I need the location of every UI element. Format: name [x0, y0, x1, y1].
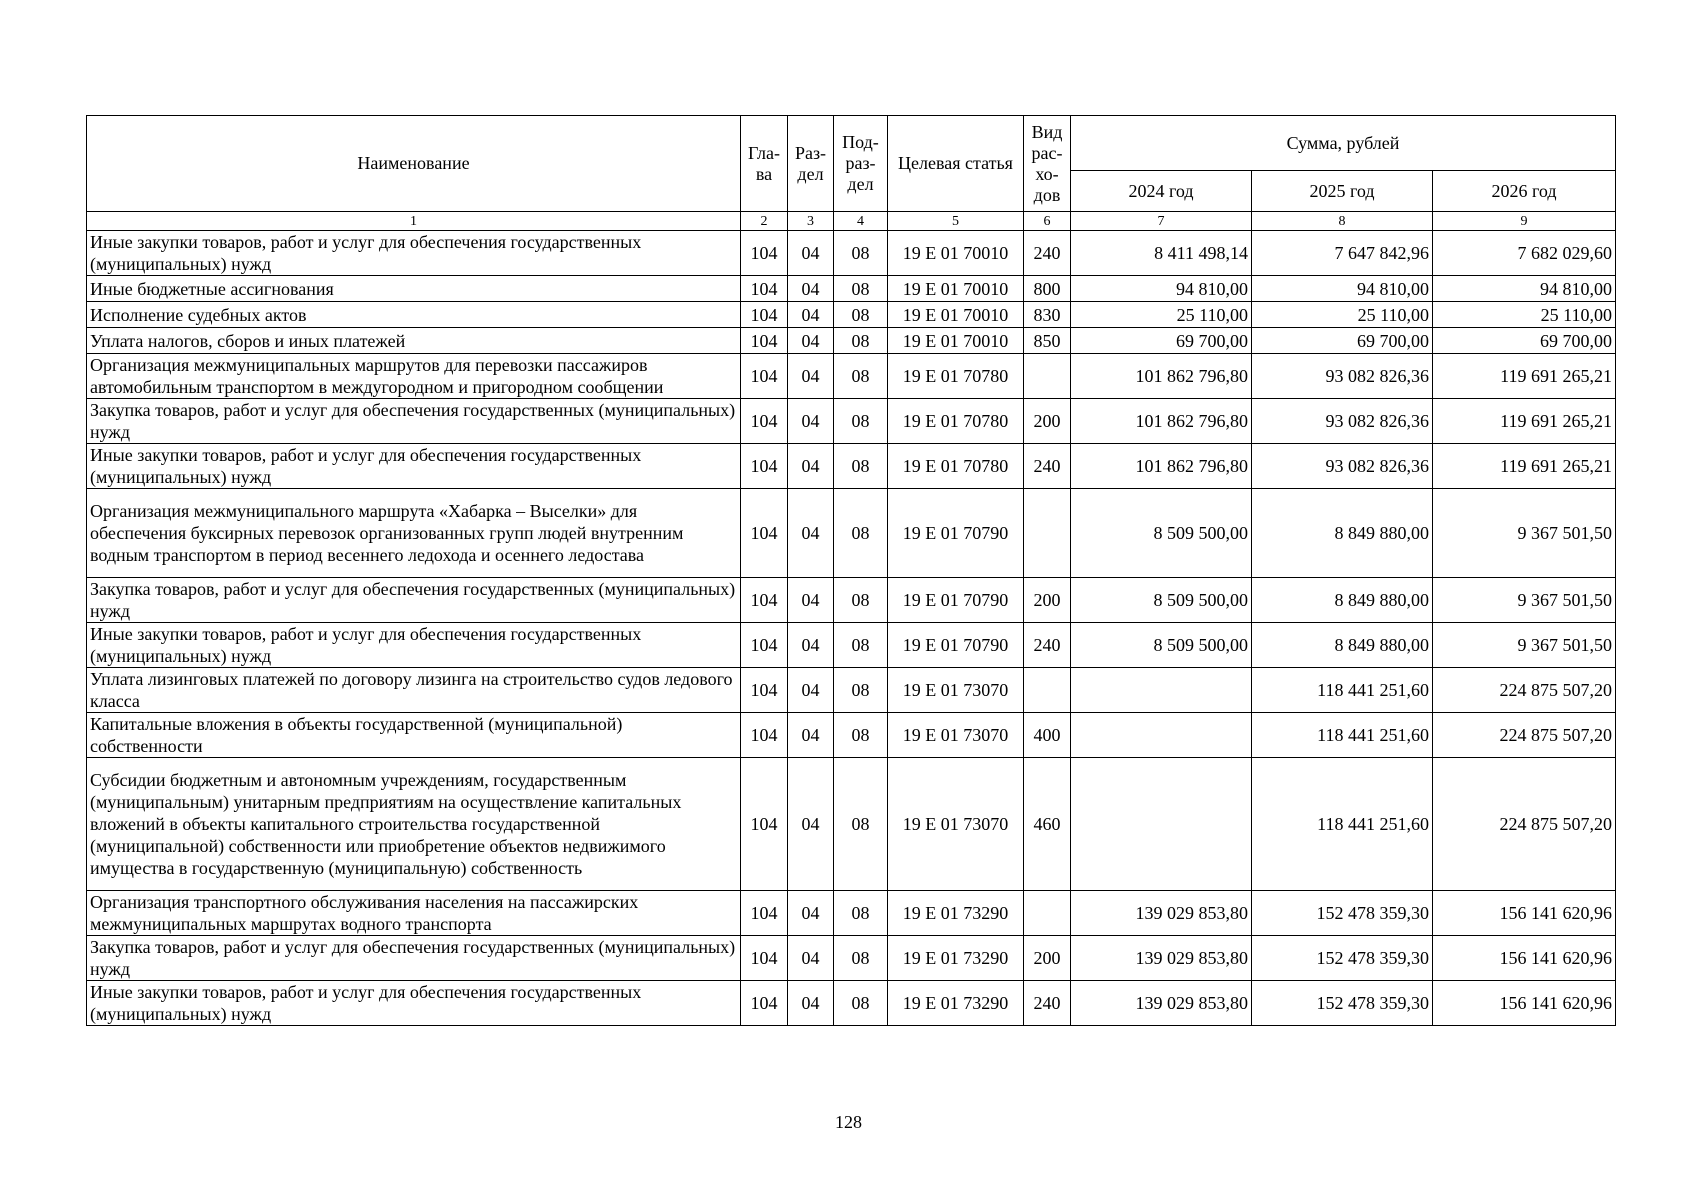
row-name: Иные закупки товаров, работ и услуг для обеспечения государственных (муниципальных) нужд [87, 623, 741, 668]
table-row [87, 758, 1616, 891]
row-podrazdel: 08 [834, 578, 888, 623]
row-sum-2024 [1071, 713, 1252, 758]
row-glava: 104 [741, 489, 788, 578]
row-sum-2025: 152 478 359,30 [1252, 891, 1433, 936]
row-target: 19 Е 01 70780 [888, 354, 1024, 399]
budget-table [86, 115, 1616, 1026]
row-target: 19 Е 01 70010 [888, 328, 1024, 354]
row-sum-2024: 101 862 796,80 [1071, 399, 1252, 444]
row-sum-2026: 94 810,00 [1433, 276, 1616, 302]
header-name: Наименование [87, 116, 741, 212]
row-glava: 104 [741, 444, 788, 489]
row-sum-2024: 25 110,00 [1071, 302, 1252, 328]
header-2026: 2026 год [1433, 171, 1616, 212]
row-target: 19 Е 01 70790 [888, 623, 1024, 668]
row-target: 19 Е 01 70780 [888, 444, 1024, 489]
table-row [87, 444, 1616, 489]
column-number: 3 [788, 212, 834, 231]
row-name: Уплата лизинговых платежей по договору лизинга на строительство судов ледового класса [87, 668, 741, 713]
row-razdel: 04 [788, 713, 834, 758]
row-sum-2026: 119 691 265,21 [1433, 354, 1616, 399]
header-glava: Гла-ва [741, 116, 788, 212]
row-sum-2025: 118 441 251,60 [1252, 668, 1433, 713]
table-row [87, 936, 1616, 981]
column-number: 8 [1252, 212, 1433, 231]
table-row [87, 399, 1616, 444]
row-glava: 104 [741, 399, 788, 444]
table-row [87, 354, 1616, 399]
row-vid: 240 [1024, 623, 1071, 668]
row-vid [1024, 668, 1071, 713]
column-number: 9 [1433, 212, 1616, 231]
row-sum-2024: 8 411 498,14 [1071, 231, 1252, 276]
row-podrazdel: 08 [834, 668, 888, 713]
row-razdel: 04 [788, 399, 834, 444]
row-sum-2026: 224 875 507,20 [1433, 713, 1616, 758]
row-podrazdel: 08 [834, 302, 888, 328]
row-razdel: 04 [788, 623, 834, 668]
column-number: 5 [888, 212, 1024, 231]
row-razdel: 04 [788, 891, 834, 936]
row-vid: 850 [1024, 328, 1071, 354]
row-sum-2025: 93 082 826,36 [1252, 399, 1433, 444]
row-target: 19 Е 01 73290 [888, 981, 1024, 1026]
row-razdel: 04 [788, 444, 834, 489]
row-sum-2024: 139 029 853,80 [1071, 891, 1252, 936]
row-razdel: 04 [788, 231, 834, 276]
header-sum: Сумма, рублей [1071, 116, 1616, 171]
table-row [87, 302, 1616, 328]
row-target: 19 Е 01 70010 [888, 231, 1024, 276]
row-name: Организация межмуниципального маршрута «Хабарка – Выселки» для обеспечения буксирных перевозок организованных групп людей внутренним водным транспортом в период весеннего ледохода и осеннего ледостава [87, 489, 741, 578]
row-razdel: 04 [788, 758, 834, 891]
row-target: 19 Е 01 70780 [888, 399, 1024, 444]
row-sum-2026: 156 141 620,96 [1433, 891, 1616, 936]
row-podrazdel: 08 [834, 444, 888, 489]
row-sum-2025: 8 849 880,00 [1252, 578, 1433, 623]
row-name: Закупка товаров, работ и услуг для обеспечения государственных (муниципальных) нужд [87, 399, 741, 444]
row-sum-2024: 101 862 796,80 [1071, 354, 1252, 399]
row-sum-2025: 152 478 359,30 [1252, 981, 1433, 1026]
table-row [87, 891, 1616, 936]
row-sum-2024 [1071, 668, 1252, 713]
row-glava: 104 [741, 668, 788, 713]
row-sum-2026: 156 141 620,96 [1433, 981, 1616, 1026]
row-name: Субсидии бюджетным и автономным учреждениям, государственным (муниципальным) унитарным предприятиям на осуществление капитальных вложений в объекты капитального строительства государственной (муниципальной) собственности или приобретение объектов недвижимого имущества в государственную (муниципальную) собственность [87, 758, 741, 891]
row-sum-2024: 139 029 853,80 [1071, 936, 1252, 981]
table-row [87, 578, 1616, 623]
row-vid [1024, 489, 1071, 578]
row-target: 19 Е 01 70010 [888, 302, 1024, 328]
row-sum-2026: 156 141 620,96 [1433, 936, 1616, 981]
column-number: 1 [87, 212, 741, 231]
row-target: 19 Е 01 70790 [888, 578, 1024, 623]
page-number: 128 [835, 1112, 862, 1132]
row-sum-2026: 224 875 507,20 [1433, 668, 1616, 713]
row-sum-2024: 8 509 500,00 [1071, 623, 1252, 668]
column-number: 4 [834, 212, 888, 231]
row-podrazdel: 08 [834, 399, 888, 444]
row-podrazdel: 08 [834, 981, 888, 1026]
table-row [87, 713, 1616, 758]
row-razdel: 04 [788, 668, 834, 713]
row-razdel: 04 [788, 354, 834, 399]
header-2025: 2025 год [1252, 171, 1433, 212]
table-row [87, 623, 1616, 668]
row-vid [1024, 891, 1071, 936]
row-name: Закупка товаров, работ и услуг для обеспечения государственных (муниципальных) нужд [87, 936, 741, 981]
header-razdel: Раз-дел [788, 116, 834, 212]
row-sum-2026: 7 682 029,60 [1433, 231, 1616, 276]
row-sum-2025: 8 849 880,00 [1252, 623, 1433, 668]
row-podrazdel: 08 [834, 328, 888, 354]
row-sum-2024: 139 029 853,80 [1071, 981, 1252, 1026]
column-number: 2 [741, 212, 788, 231]
row-sum-2025: 94 810,00 [1252, 276, 1433, 302]
row-glava: 104 [741, 276, 788, 302]
row-glava: 104 [741, 891, 788, 936]
table-row [87, 668, 1616, 713]
row-sum-2026: 69 700,00 [1433, 328, 1616, 354]
row-razdel: 04 [788, 489, 834, 578]
row-name: Иные закупки товаров, работ и услуг для обеспечения государственных (муниципальных) нужд [87, 981, 741, 1026]
table-header-row [87, 116, 1616, 171]
row-podrazdel: 08 [834, 891, 888, 936]
row-name: Иные бюджетные ассигнования [87, 276, 741, 302]
row-razdel: 04 [788, 276, 834, 302]
row-glava: 104 [741, 328, 788, 354]
row-sum-2024 [1071, 758, 1252, 891]
row-sum-2026: 119 691 265,21 [1433, 399, 1616, 444]
row-razdel: 04 [788, 302, 834, 328]
row-podrazdel: 08 [834, 231, 888, 276]
header-podrazdel: Под-раз-дел [834, 116, 888, 212]
row-podrazdel: 08 [834, 623, 888, 668]
row-sum-2026: 9 367 501,50 [1433, 578, 1616, 623]
row-sum-2025: 118 441 251,60 [1252, 713, 1433, 758]
row-sum-2025: 25 110,00 [1252, 302, 1433, 328]
row-sum-2025: 93 082 826,36 [1252, 444, 1433, 489]
row-name: Исполнение судебных актов [87, 302, 741, 328]
row-razdel: 04 [788, 981, 834, 1026]
row-sum-2025: 93 082 826,36 [1252, 354, 1433, 399]
row-sum-2025: 8 849 880,00 [1252, 489, 1433, 578]
row-vid: 240 [1024, 444, 1071, 489]
row-glava: 104 [741, 578, 788, 623]
row-razdel: 04 [788, 328, 834, 354]
row-sum-2024: 8 509 500,00 [1071, 489, 1252, 578]
row-vid: 400 [1024, 713, 1071, 758]
row-vid [1024, 354, 1071, 399]
row-sum-2025: 7 647 842,96 [1252, 231, 1433, 276]
row-podrazdel: 08 [834, 276, 888, 302]
row-podrazdel: 08 [834, 713, 888, 758]
row-sum-2024: 101 862 796,80 [1071, 444, 1252, 489]
row-glava: 104 [741, 713, 788, 758]
row-name: Иные закупки товаров, работ и услуг для обеспечения государственных (муниципальных) нужд [87, 231, 741, 276]
row-glava: 104 [741, 354, 788, 399]
row-name: Организация межмуниципальных маршрутов для перевозки пассажиров автомобильным транспортом в междугородном и пригородном сообщении [87, 354, 741, 399]
header-vid: Вид рас-хо-дов [1024, 116, 1071, 212]
row-glava: 104 [741, 231, 788, 276]
row-target: 19 Е 01 70010 [888, 276, 1024, 302]
row-podrazdel: 08 [834, 489, 888, 578]
row-sum-2025: 118 441 251,60 [1252, 758, 1433, 891]
table-row [87, 489, 1616, 578]
row-vid: 200 [1024, 578, 1071, 623]
row-name: Организация транспортного обслуживания населения на пассажирских межмуниципальных маршрутах водного транспорта [87, 891, 741, 936]
table-row [87, 328, 1616, 354]
row-podrazdel: 08 [834, 936, 888, 981]
row-name: Иные закупки товаров, работ и услуг для обеспечения государственных (муниципальных) нужд [87, 444, 741, 489]
row-glava: 104 [741, 981, 788, 1026]
row-razdel: 04 [788, 936, 834, 981]
column-number-row [87, 212, 1616, 231]
row-podrazdel: 08 [834, 354, 888, 399]
row-razdel: 04 [788, 578, 834, 623]
column-number: 7 [1071, 212, 1252, 231]
row-sum-2024: 8 509 500,00 [1071, 578, 1252, 623]
column-number: 6 [1024, 212, 1071, 231]
row-vid: 830 [1024, 302, 1071, 328]
row-target: 19 Е 01 73070 [888, 668, 1024, 713]
row-glava: 104 [741, 936, 788, 981]
row-sum-2026: 9 367 501,50 [1433, 489, 1616, 578]
row-sum-2024: 69 700,00 [1071, 328, 1252, 354]
row-glava: 104 [741, 623, 788, 668]
row-vid: 240 [1024, 981, 1071, 1026]
row-podrazdel: 08 [834, 758, 888, 891]
row-vid: 800 [1024, 276, 1071, 302]
row-target: 19 Е 01 70790 [888, 489, 1024, 578]
row-sum-2025: 69 700,00 [1252, 328, 1433, 354]
row-vid: 460 [1024, 758, 1071, 891]
row-glava: 104 [741, 758, 788, 891]
row-glava: 104 [741, 302, 788, 328]
row-target: 19 Е 01 73070 [888, 758, 1024, 891]
row-target: 19 Е 01 73290 [888, 891, 1024, 936]
row-name: Уплата налогов, сборов и иных платежей [87, 328, 741, 354]
row-sum-2024: 94 810,00 [1071, 276, 1252, 302]
row-sum-2026: 25 110,00 [1433, 302, 1616, 328]
row-target: 19 Е 01 73070 [888, 713, 1024, 758]
row-vid: 200 [1024, 936, 1071, 981]
row-target: 19 Е 01 73290 [888, 936, 1024, 981]
table-row [87, 231, 1616, 276]
table-row [87, 276, 1616, 302]
row-sum-2025: 152 478 359,30 [1252, 936, 1433, 981]
row-name: Закупка товаров, работ и услуг для обеспечения государственных (муниципальных) нужд [87, 578, 741, 623]
header-target: Целевая статья [888, 116, 1024, 212]
row-sum-2026: 119 691 265,21 [1433, 444, 1616, 489]
row-sum-2026: 9 367 501,50 [1433, 623, 1616, 668]
header-2024: 2024 год [1071, 171, 1252, 212]
row-vid: 240 [1024, 231, 1071, 276]
row-sum-2026: 224 875 507,20 [1433, 758, 1616, 891]
table-row [87, 981, 1616, 1026]
row-vid: 200 [1024, 399, 1071, 444]
row-name: Капитальные вложения в объекты государственной (муниципальной) собственности [87, 713, 741, 758]
